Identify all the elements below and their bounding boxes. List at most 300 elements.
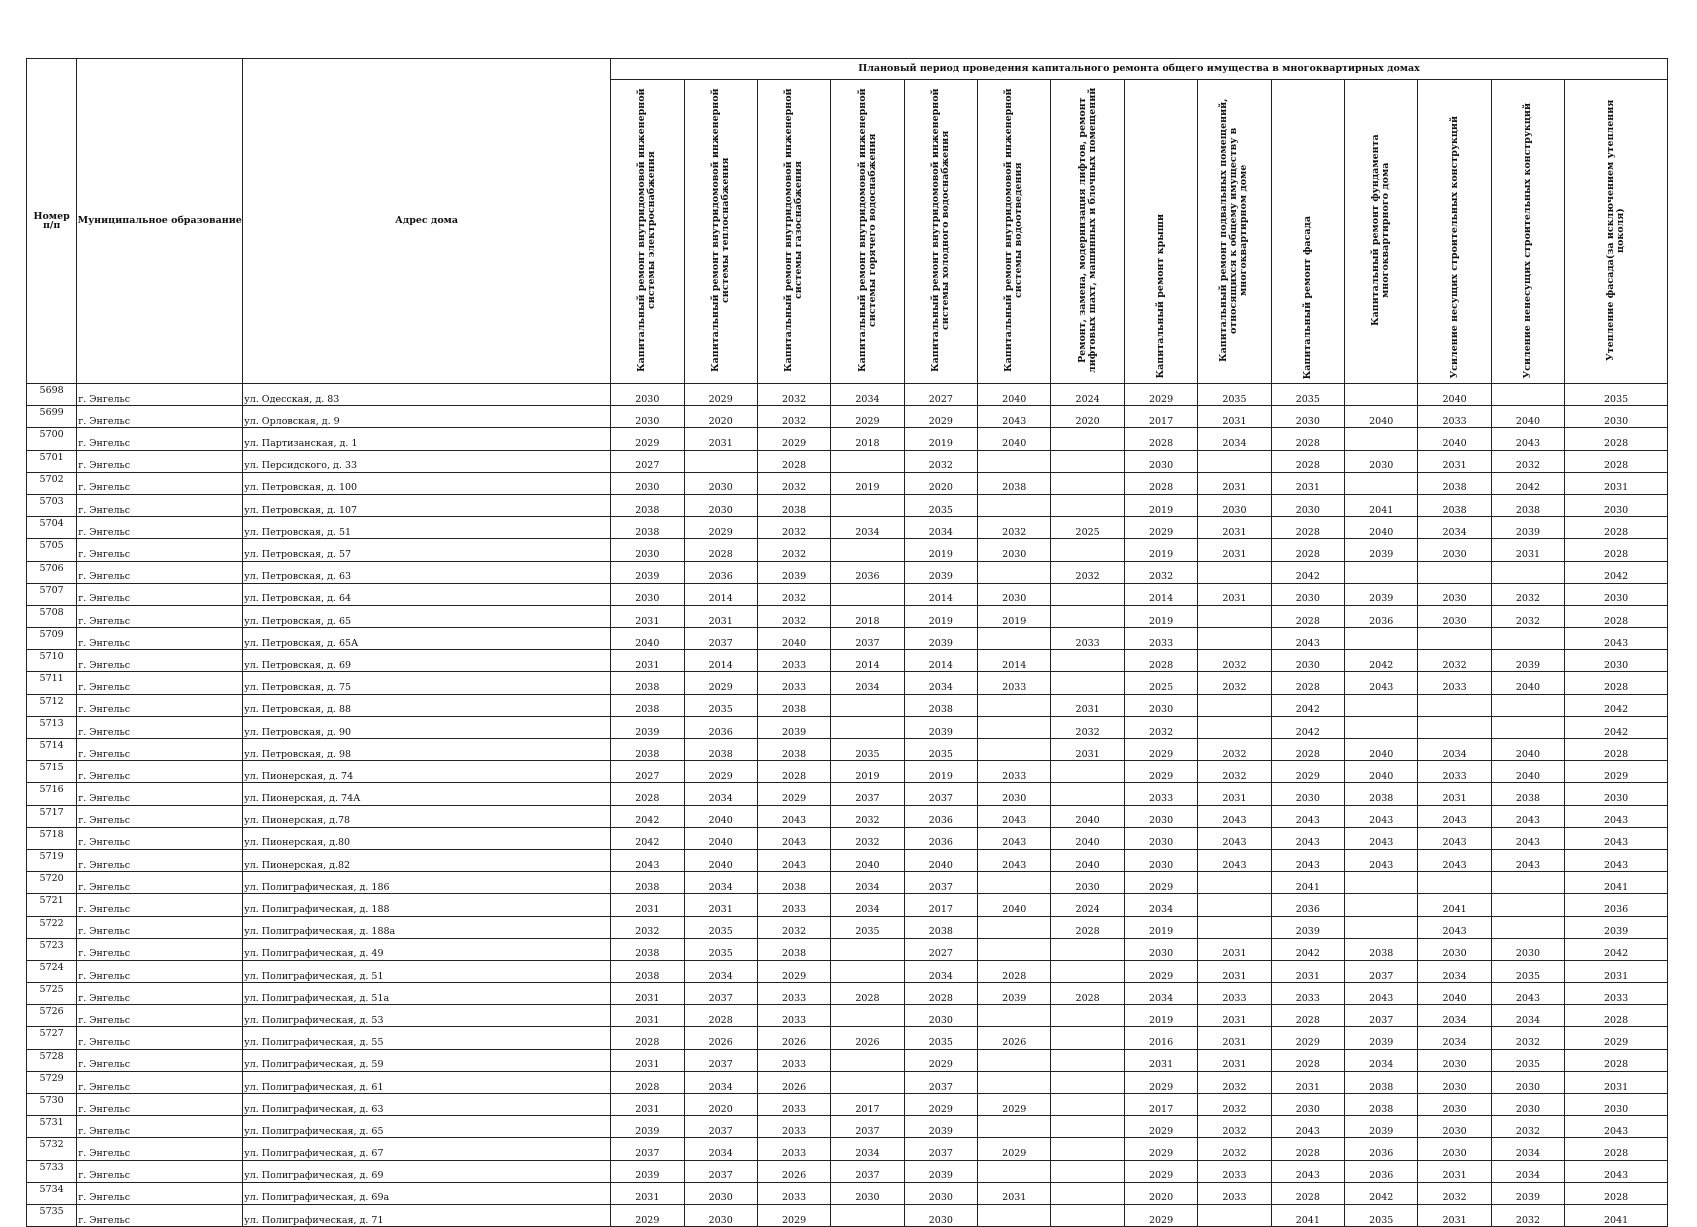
repair-year-cell: 2028 [1565, 1138, 1668, 1160]
repair-year-cell: 2043 [1418, 916, 1491, 938]
repair-year-cell: 2037 [1345, 1005, 1418, 1027]
repair-year-cell: 2043 [1418, 827, 1491, 849]
row-number: 5716 [27, 783, 77, 805]
row-municipality: г. Энгельс [77, 783, 243, 805]
repair-year-cell: 2025 [1051, 517, 1124, 539]
table-row [27, 827, 1668, 849]
repair-year-cell: 2036 [1345, 605, 1418, 627]
repair-year-cell: 2033 [1198, 1182, 1271, 1204]
repair-year-cell: 2042 [1271, 694, 1344, 716]
row-municipality: г. Энгельс [77, 694, 243, 716]
repair-year-cell [1491, 716, 1564, 738]
repair-year-cell: 2030 [1418, 1049, 1491, 1071]
repair-year-cell: 2038 [1345, 783, 1418, 805]
repair-year-cell: 2035 [684, 916, 757, 938]
repair-year-cell: 2028 [757, 450, 830, 472]
repair-year-cell: 2038 [611, 672, 684, 694]
repair-year-cell: 2030 [1198, 494, 1271, 516]
header-work-type [904, 80, 977, 384]
repair-year-cell: 2033 [757, 1094, 830, 1116]
repair-year-cell: 2029 [978, 1138, 1051, 1160]
repair-year-cell: 2043 [1198, 805, 1271, 827]
repair-year-cell: 2040 [1491, 739, 1564, 761]
repair-year-cell: 2038 [1491, 494, 1564, 516]
repair-year-cell: 2028 [611, 783, 684, 805]
repair-year-cell [978, 628, 1051, 650]
repair-year-cell: 2035 [831, 916, 904, 938]
row-address: ул. Полиграфическая, д. 63 [243, 1094, 611, 1116]
repair-year-cell: 2034 [831, 672, 904, 694]
repair-year-cell: 2033 [1418, 761, 1491, 783]
repair-year-cell: 2040 [1491, 406, 1564, 428]
repair-year-cell: 2034 [1345, 1049, 1418, 1071]
repair-year-cell: 2034 [684, 960, 757, 982]
repair-year-cell: 2037 [611, 1138, 684, 1160]
row-number: 5714 [27, 739, 77, 761]
table-row [27, 1138, 1668, 1160]
row-municipality: г. Энгельс [77, 1027, 243, 1049]
repair-year-cell: 2030 [1124, 938, 1197, 960]
repair-year-cell: 2032 [757, 916, 830, 938]
repair-year-cell: 2034 [1491, 1005, 1564, 1027]
row-number: 5707 [27, 583, 77, 605]
repair-year-cell: 2043 [1565, 805, 1668, 827]
repair-year-cell: 2032 [831, 827, 904, 849]
repair-year-cell: 2043 [978, 827, 1051, 849]
repair-year-cell: 2031 [684, 605, 757, 627]
header-work-type [757, 80, 830, 384]
repair-year-cell: 2035 [1565, 384, 1668, 406]
repair-year-cell: 2037 [684, 983, 757, 1005]
repair-year-cell: 2028 [1565, 428, 1668, 450]
repair-year-cell: 2028 [831, 983, 904, 1005]
repair-year-cell [1198, 561, 1271, 583]
repair-year-cell [1345, 428, 1418, 450]
repair-year-cell: 2030 [1124, 827, 1197, 849]
repair-year-cell: 2037 [904, 783, 977, 805]
repair-year-cell [1491, 894, 1564, 916]
repair-year-cell: 2017 [1124, 1094, 1197, 1116]
repair-year-cell: 2031 [1418, 1160, 1491, 1182]
row-municipality: г. Энгельс [77, 827, 243, 849]
repair-year-cell: 2034 [831, 872, 904, 894]
repair-year-cell: 2029 [684, 384, 757, 406]
row-municipality: г. Энгельс [77, 1116, 243, 1138]
repair-year-cell: 2038 [611, 694, 684, 716]
row-number: 5699 [27, 406, 77, 428]
repair-year-cell [1051, 1071, 1124, 1093]
row-address: ул. Полиграфическая, д. 59 [243, 1049, 611, 1071]
row-municipality: г. Энгельс [77, 1160, 243, 1182]
repair-year-cell: 2032 [1491, 583, 1564, 605]
repair-year-cell [1051, 1027, 1124, 1049]
header-address: Адрес дома [243, 59, 611, 384]
repair-year-cell: 2030 [1418, 1071, 1491, 1093]
table-row [27, 983, 1668, 1005]
row-number: 5725 [27, 983, 77, 1005]
repair-year-cell: 2037 [684, 628, 757, 650]
repair-year-cell: 2038 [1418, 494, 1491, 516]
repair-year-cell: 2032 [831, 805, 904, 827]
repair-year-cell: 2032 [1418, 1182, 1491, 1204]
repair-year-cell: 2030 [1124, 694, 1197, 716]
repair-year-cell [1051, 605, 1124, 627]
repair-year-cell: 2033 [1198, 1160, 1271, 1182]
repair-year-cell: 2043 [757, 827, 830, 849]
row-number: 5730 [27, 1094, 77, 1116]
repair-year-cell: 2034 [1418, 517, 1491, 539]
repair-year-cell: 2032 [1051, 716, 1124, 738]
repair-year-cell: 2030 [684, 1182, 757, 1204]
repair-year-cell: 2042 [611, 827, 684, 849]
repair-year-cell: 2019 [1124, 1005, 1197, 1027]
repair-year-cell: 2039 [904, 1116, 977, 1138]
row-number: 5728 [27, 1049, 77, 1071]
repair-year-cell: 2034 [1418, 1027, 1491, 1049]
repair-year-cell: 2033 [1271, 983, 1344, 1005]
row-number: 5700 [27, 428, 77, 450]
repair-year-cell: 2014 [1124, 583, 1197, 605]
repair-year-cell: 2028 [1051, 916, 1124, 938]
repair-year-cell: 2032 [1198, 1138, 1271, 1160]
row-address: ул. Пионерская, д.78 [243, 805, 611, 827]
repair-year-cell [831, 960, 904, 982]
row-number: 5703 [27, 494, 77, 516]
repair-year-cell: 2037 [904, 1138, 977, 1160]
header-work-type [1271, 80, 1344, 384]
repair-year-cell: 2040 [978, 384, 1051, 406]
row-address: ул. Петровская, д. 107 [243, 494, 611, 516]
repair-year-cell: 2029 [904, 1094, 977, 1116]
repair-year-cell: 2029 [831, 406, 904, 428]
row-municipality: г. Энгельс [77, 916, 243, 938]
repair-year-cell: 2031 [1198, 406, 1271, 428]
table-row [27, 1094, 1668, 1116]
repair-year-cell [978, 1049, 1051, 1071]
header-work-type-label: Капитальный ремонт внутридомовой инженерной системы водоотведения [1003, 88, 1025, 373]
repair-year-cell [1491, 384, 1564, 406]
table-row [27, 716, 1668, 738]
repair-year-cell: 2033 [1565, 983, 1668, 1005]
row-number: 5722 [27, 916, 77, 938]
repair-year-cell: 2030 [1124, 805, 1197, 827]
repair-year-cell: 2038 [1418, 472, 1491, 494]
header-number: Номер п/п [27, 59, 77, 384]
row-number: 5713 [27, 716, 77, 738]
repair-year-cell: 2033 [978, 761, 1051, 783]
repair-year-cell: 2038 [1345, 1071, 1418, 1093]
repair-year-cell: 2042 [1345, 650, 1418, 672]
repair-year-cell: 2030 [1491, 1094, 1564, 1116]
row-address: ул. Петровская, д. 98 [243, 739, 611, 761]
repair-year-cell: 2030 [1418, 605, 1491, 627]
repair-year-cell: 2036 [1271, 894, 1344, 916]
table-row [27, 1182, 1668, 1204]
row-municipality: г. Энгельс [77, 894, 243, 916]
repair-year-cell: 2043 [1565, 849, 1668, 871]
repair-year-cell: 2034 [831, 1138, 904, 1160]
repair-year-cell: 2043 [1565, 1116, 1668, 1138]
repair-year-cell: 2031 [1418, 1204, 1491, 1226]
repair-year-cell: 2032 [978, 517, 1051, 539]
repair-year-cell: 2032 [1491, 1116, 1564, 1138]
repair-year-cell: 2042 [1565, 938, 1668, 960]
repair-year-cell: 2026 [757, 1027, 830, 1049]
table-row [27, 406, 1668, 428]
repair-year-cell: 2032 [1491, 605, 1564, 627]
repair-year-cell: 2031 [1271, 960, 1344, 982]
repair-year-cell: 2020 [684, 406, 757, 428]
table-row [27, 605, 1668, 627]
row-address: ул. Полиграфическая, д. 186 [243, 872, 611, 894]
repair-year-cell [1345, 384, 1418, 406]
repair-year-cell [1491, 872, 1564, 894]
repair-year-cell: 2030 [1418, 938, 1491, 960]
row-number: 5723 [27, 938, 77, 960]
row-address: ул. Полиграфическая, д. 55 [243, 1027, 611, 1049]
table-row [27, 494, 1668, 516]
repair-year-cell: 2031 [611, 1049, 684, 1071]
repair-year-cell: 2030 [684, 494, 757, 516]
row-municipality: г. Энгельс [77, 960, 243, 982]
repair-year-cell: 2030 [1565, 494, 1668, 516]
table-row [27, 1116, 1668, 1138]
repair-year-cell: 2028 [684, 539, 757, 561]
repair-year-cell [1051, 650, 1124, 672]
row-address: ул. Персидского, д. 33 [243, 450, 611, 472]
repair-year-cell: 2028 [611, 1071, 684, 1093]
row-number: 5698 [27, 384, 77, 406]
row-municipality: г. Энгельс [77, 739, 243, 761]
repair-year-cell: 2039 [1345, 539, 1418, 561]
repair-year-cell: 2029 [757, 960, 830, 982]
header-work-type-label: Усиление ненесущих строительных конструкций [1522, 103, 1533, 379]
repair-year-cell: 2033 [757, 983, 830, 1005]
row-address: ул. Полиграфическая, д. 69 [243, 1160, 611, 1182]
repair-year-cell [1051, 428, 1124, 450]
repair-year-cell: 2033 [757, 1138, 830, 1160]
repair-year-cell: 2030 [1565, 406, 1668, 428]
repair-year-cell: 2039 [904, 1160, 977, 1182]
repair-year-cell: 2030 [904, 1005, 977, 1027]
repair-year-cell: 2030 [1565, 783, 1668, 805]
table-row [27, 916, 1668, 938]
repair-year-cell: 2030 [978, 583, 1051, 605]
row-number: 5731 [27, 1116, 77, 1138]
repair-year-cell: 2035 [904, 1027, 977, 1049]
row-address: ул. Полиграфическая, д. 69а [243, 1182, 611, 1204]
repair-year-cell: 2028 [1271, 739, 1344, 761]
table-row [27, 1071, 1668, 1093]
repair-year-cell: 2020 [684, 1094, 757, 1116]
repair-year-cell: 2034 [1418, 1005, 1491, 1027]
repair-year-cell: 2043 [1198, 849, 1271, 871]
repair-year-cell: 2030 [611, 384, 684, 406]
repair-year-cell: 2028 [1271, 539, 1344, 561]
repair-year-cell: 2034 [904, 960, 977, 982]
repair-year-cell: 2030 [1271, 406, 1344, 428]
repair-year-cell: 2034 [831, 894, 904, 916]
repair-year-cell: 2035 [1491, 1049, 1564, 1071]
repair-year-cell: 2031 [611, 894, 684, 916]
repair-year-cell: 2026 [757, 1160, 830, 1182]
repair-year-cell: 2030 [1491, 1071, 1564, 1093]
repair-year-cell: 2034 [1124, 983, 1197, 1005]
repair-year-cell: 2027 [611, 450, 684, 472]
table-row [27, 739, 1668, 761]
repair-year-cell: 2043 [757, 805, 830, 827]
repair-year-cell [1051, 1049, 1124, 1071]
header-work-type [1051, 80, 1124, 384]
repair-year-cell [1198, 694, 1271, 716]
table-row [27, 872, 1668, 894]
repair-year-cell: 2031 [1418, 783, 1491, 805]
repair-year-cell: 2028 [1565, 1182, 1668, 1204]
row-address: ул. Петровская, д. 75 [243, 672, 611, 694]
repair-year-cell: 2032 [1491, 1204, 1564, 1226]
repair-year-cell: 2030 [1271, 783, 1344, 805]
repair-year-cell [1418, 872, 1491, 894]
repair-year-cell: 2028 [1565, 450, 1668, 472]
row-municipality: г. Энгельс [77, 1182, 243, 1204]
repair-year-cell: 2027 [904, 384, 977, 406]
repair-year-cell [831, 694, 904, 716]
row-address: ул. Полиграфическая, д. 51 [243, 960, 611, 982]
repair-year-cell: 2038 [611, 494, 684, 516]
repair-year-cell: 2036 [1345, 1138, 1418, 1160]
row-address: ул. Полиграфическая, д. 51а [243, 983, 611, 1005]
repair-year-cell: 2037 [831, 783, 904, 805]
repair-year-cell: 2028 [1271, 1138, 1344, 1160]
repair-year-cell: 2036 [684, 561, 757, 583]
repair-year-cell: 2036 [1345, 1160, 1418, 1182]
repair-year-cell: 2042 [611, 805, 684, 827]
repair-year-cell [1051, 938, 1124, 960]
repair-year-cell: 2014 [831, 650, 904, 672]
row-address: ул. Петровская, д. 90 [243, 716, 611, 738]
repair-year-cell: 2019 [904, 761, 977, 783]
repair-year-cell: 2038 [611, 938, 684, 960]
repair-year-cell: 2043 [1491, 827, 1564, 849]
repair-year-cell: 2034 [904, 672, 977, 694]
table-row [27, 672, 1668, 694]
header-work-type [1418, 80, 1491, 384]
header-work-type [1124, 80, 1197, 384]
repair-year-cell: 2031 [1198, 517, 1271, 539]
repair-year-cell: 2041 [1271, 1204, 1344, 1226]
repair-year-cell: 2014 [684, 583, 757, 605]
repair-year-cell: 2028 [904, 983, 977, 1005]
repair-year-cell: 2017 [1124, 406, 1197, 428]
repair-year-cell: 2040 [831, 849, 904, 871]
repair-year-cell: 2032 [1198, 1071, 1271, 1093]
header-work-type [1491, 80, 1564, 384]
repair-year-cell: 2027 [611, 761, 684, 783]
repair-year-cell: 2043 [978, 406, 1051, 428]
repair-year-cell: 2041 [1345, 494, 1418, 516]
repair-year-cell: 2043 [1565, 628, 1668, 650]
repair-year-cell [978, 1116, 1051, 1138]
repair-year-cell: 2036 [1565, 894, 1668, 916]
repair-year-cell: 2036 [684, 716, 757, 738]
repair-year-cell: 2040 [684, 827, 757, 849]
repair-year-cell: 2030 [1124, 849, 1197, 871]
repair-year-cell: 2041 [1565, 872, 1668, 894]
repair-year-cell: 2032 [1198, 739, 1271, 761]
repair-year-cell: 2043 [1198, 827, 1271, 849]
repair-year-cell: 2014 [978, 650, 1051, 672]
repair-year-cell [1198, 716, 1271, 738]
repair-year-cell: 2031 [1565, 960, 1668, 982]
repair-year-cell: 2031 [1198, 1027, 1271, 1049]
repair-year-cell: 2031 [1198, 783, 1271, 805]
repair-year-cell [1051, 783, 1124, 805]
repair-year-cell: 2033 [1124, 628, 1197, 650]
repair-year-cell [831, 539, 904, 561]
repair-year-cell [1418, 628, 1491, 650]
table-row [27, 517, 1668, 539]
table-row [27, 384, 1668, 406]
repair-year-cell: 2026 [831, 1027, 904, 1049]
repair-year-cell [978, 494, 1051, 516]
repair-year-cell: 2038 [611, 517, 684, 539]
row-address: ул. Петровская, д. 63 [243, 561, 611, 583]
repair-year-cell: 2039 [978, 983, 1051, 1005]
repair-year-cell: 2030 [904, 1204, 977, 1226]
row-address: ул. Одесская, д. 83 [243, 384, 611, 406]
repair-year-cell: 2016 [1124, 1027, 1197, 1049]
repair-year-cell: 2032 [1491, 1027, 1564, 1049]
repair-year-cell [978, 916, 1051, 938]
repair-year-cell: 2020 [1051, 406, 1124, 428]
repair-year-cell: 2030 [1271, 1094, 1344, 1116]
repair-year-cell: 2038 [611, 872, 684, 894]
row-address: ул. Петровская, д. 64 [243, 583, 611, 605]
row-municipality: г. Энгельс [77, 983, 243, 1005]
table-row [27, 539, 1668, 561]
repair-year-cell: 2029 [1124, 960, 1197, 982]
repair-year-cell: 2037 [831, 1160, 904, 1182]
repair-year-cell: 2029 [757, 1204, 830, 1226]
repair-year-cell: 2040 [1418, 384, 1491, 406]
repair-year-cell [978, 872, 1051, 894]
repair-year-cell: 2030 [1124, 450, 1197, 472]
repair-year-cell: 2035 [1271, 384, 1344, 406]
repair-year-cell [978, 1160, 1051, 1182]
repair-year-cell: 2032 [757, 605, 830, 627]
row-address: ул. Петровская, д. 88 [243, 694, 611, 716]
repair-year-cell: 2019 [831, 761, 904, 783]
repair-year-cell: 2031 [611, 1005, 684, 1027]
repair-year-cell: 2040 [1418, 428, 1491, 450]
repair-year-cell: 2029 [904, 406, 977, 428]
repair-year-cell: 2034 [831, 384, 904, 406]
repair-year-cell: 2040 [757, 628, 830, 650]
repair-year-cell: 2019 [904, 539, 977, 561]
repair-year-cell: 2040 [1345, 761, 1418, 783]
repair-year-cell [1198, 605, 1271, 627]
row-municipality: г. Энгельс [77, 561, 243, 583]
repair-year-cell: 2043 [1271, 827, 1344, 849]
repair-year-cell: 2042 [1271, 716, 1344, 738]
header-work-type [1565, 80, 1668, 384]
repair-year-cell: 2042 [1345, 1182, 1418, 1204]
row-number: 5708 [27, 605, 77, 627]
row-number: 5726 [27, 1005, 77, 1027]
repair-year-cell [1051, 672, 1124, 694]
repair-year-cell [1051, 1160, 1124, 1182]
repair-year-cell: 2038 [757, 938, 830, 960]
